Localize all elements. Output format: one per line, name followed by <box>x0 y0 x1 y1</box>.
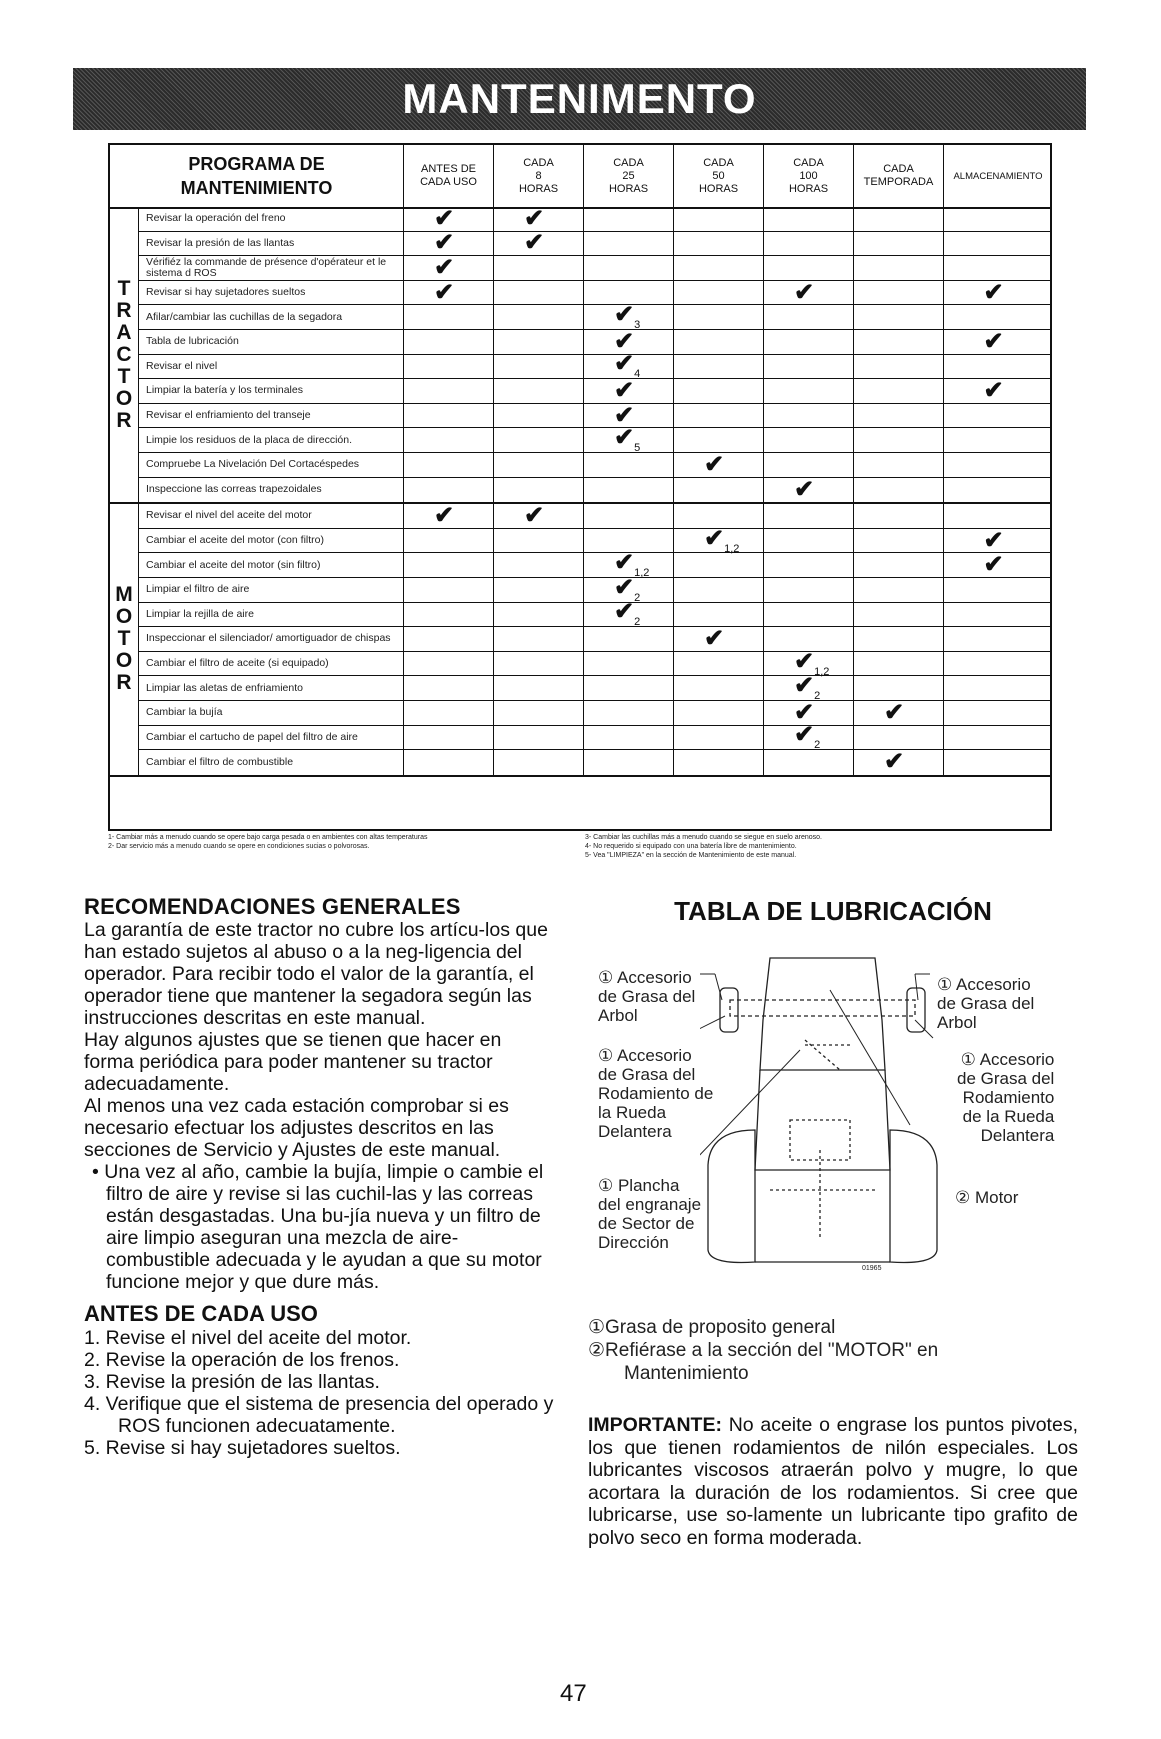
check-mark-icon: ✔ <box>434 229 455 257</box>
task-label: Revisar el nivel <box>146 359 218 372</box>
schedule-row <box>138 376 1050 404</box>
schedule-row <box>138 549 1050 580</box>
column-header: CADA 50 HORAS <box>673 145 763 207</box>
column-header: CADA TEMPORADA <box>853 145 943 207</box>
general-paragraph-1: La garantía de este tractor no cubre los artícu-los que han estado sujetos al abuso o a la neg-ligencia del operador. Para recibir todo el valor de la garantía, el operador tiene que mantener la segadora según las instrucciones descritas en este manual. <box>84 919 548 1029</box>
check-mark-icon: ✔ <box>884 748 905 776</box>
label-motor: ② Motor <box>955 1188 1019 1207</box>
tractor-letter: O <box>115 386 133 410</box>
task-label: Limpie los residuos de la placa de dirección. <box>146 433 353 446</box>
motor-letter: O <box>115 605 133 629</box>
important-text: No aceite o engrase los puntos pivotes, los que tienen rodamientos de nilón especiales. Los lubricantes viscosos atraerán polvo y mugre, lo que acortara la duración de los rodamientos. Si cree que lubricarse, use so-lamente un lubricante tipo grafito de polvo seco en forma moderada. <box>588 1414 1078 1549</box>
label-plancha-engranaje: ① Plancha del engranaje de Sector de Dirección <box>598 1176 702 1252</box>
footnotes-right <box>585 833 822 860</box>
schedule-row <box>138 278 1050 306</box>
motor-letter: O <box>115 649 133 673</box>
check-mark-icon: ✔ <box>794 475 815 503</box>
check-mark-icon: ✔ <box>434 501 455 529</box>
motor-label <box>110 504 138 775</box>
schedule-row <box>138 229 1050 257</box>
schedule-title-line2: MANTENIMIENTO <box>180 178 333 198</box>
task-label: Revisar si hay sujetadores sueltos <box>146 286 306 299</box>
task-label: Revisar el nivel del aceite del motor <box>146 509 312 522</box>
front-axle <box>730 1000 915 1016</box>
right-front-wheel <box>907 988 925 1032</box>
antes-item: 4. Verifique que el sistema de presencia del operado y ROS funcionen adecuatamente. <box>84 1393 554 1437</box>
check-mark-icon: $✔_{1,2}$ <box>704 524 740 555</box>
label-accesorio-arbol-left: ① Accesorio de Grasa del Arbol <box>598 968 696 1025</box>
general-paragraph-2: Hay algunos ajustes que se tienen que hacer en forma periódica para poder mantener su tractor adecuadamente. <box>84 1029 502 1095</box>
schedule-row <box>138 750 1050 775</box>
task-label: Limpiar la rejilla de aire <box>146 607 254 620</box>
footnote-1: 1- Cambiar más a menudo cuando se opere bajo carga pesada o en ambientes con altas temperaturas <box>108 834 428 841</box>
left-rear-wheel <box>708 1130 755 1263</box>
task-label: Cambiar el filtro de combustible <box>146 755 294 768</box>
footnote-3: 3- Cambiar las cuchillas más a menudo cuando se siegue en suelo arenoso. <box>585 834 822 841</box>
motor-letter: R <box>116 671 132 695</box>
check-mark-icon: ✔ <box>434 253 455 281</box>
schedule-row <box>138 721 1050 752</box>
general-heading: RECOMENDACIONES GENERALES <box>84 894 461 919</box>
important-label: IMPORTANTE: <box>588 1414 722 1436</box>
check-mark-icon: $✔_2$ <box>614 573 641 604</box>
lubrication-heading: TABLA DE LUBRICACIÓN <box>674 896 992 926</box>
task-label: Revisar el enfriamiento del transeje <box>146 409 311 422</box>
left-front-wheel <box>720 988 738 1032</box>
antes-list <box>84 1327 554 1459</box>
tractor-letter: R <box>116 408 132 432</box>
schedule-row <box>138 647 1050 678</box>
tractor-letter: A <box>116 320 132 344</box>
footnote-5: 5- Vea "LIMPIEZA" en la sección de Mantenimiento de este manual. <box>585 852 797 859</box>
check-mark-icon: ✔ <box>524 501 545 529</box>
column-header: ALMACENAMIENTO <box>943 145 1052 207</box>
schedule-row <box>138 401 1050 429</box>
schedule-row <box>138 598 1050 629</box>
check-mark-icon: ✔ <box>983 376 1004 404</box>
check-mark-icon: $✔_2$ <box>794 672 821 703</box>
check-mark-icon: ✔ <box>614 401 635 429</box>
check-mark-icon: ✔ <box>983 327 1004 355</box>
check-mark-icon: ✔ <box>983 278 1004 306</box>
task-label: Cambiar el cartucho de papel del filtro de aire <box>146 730 358 743</box>
check-mark-icon: $✔_3$ <box>614 301 641 332</box>
check-mark-icon: ✔ <box>614 327 635 355</box>
task-label: Tabla de lubricación <box>146 335 239 348</box>
schedule-row <box>138 624 1050 652</box>
check-mark-icon: ✔ <box>434 278 455 306</box>
check-mark-icon: ✔ <box>704 450 725 478</box>
note-motor-ref-cont: Mantenimiento <box>624 1363 749 1384</box>
task-label: Cambiar el filtro de aceite (si equipado) <box>146 657 329 670</box>
task-label: Cambiar el aceite del motor (con filtro) <box>146 534 324 547</box>
schedule-row <box>138 424 1050 455</box>
task-label: Revisar la presión de las llantas <box>146 236 295 249</box>
check-mark-icon: ✔ <box>884 698 905 726</box>
label-accesorio-rueda-left: ① Accesorio de Grasa del Rodamiento de la Rueda Delantera <box>598 1046 714 1141</box>
banner-title: MANTENIMENTO <box>402 75 757 122</box>
column-header: CADA 25 HORAS <box>583 145 673 207</box>
schedule-row <box>138 573 1050 604</box>
check-mark-icon: ✔ <box>434 204 455 232</box>
task-label: Inspeccione las correas trapezoidales <box>146 483 322 496</box>
engine-box <box>790 1120 850 1160</box>
antes-item: 2. Revise la operación de los frenos. <box>84 1349 400 1371</box>
schedule-row <box>138 698 1050 726</box>
task-label: Cambiar la bujía <box>146 706 223 719</box>
check-mark-icon: ✔ <box>704 624 725 652</box>
antes-item: 3. Revise la presión de las llantas. <box>84 1371 380 1393</box>
tractor-group <box>110 204 1050 504</box>
task-label: Cambiar el aceite del motor (sin filtro) <box>146 558 321 571</box>
check-mark-icon: ✔ <box>524 204 545 232</box>
schedule-row <box>138 475 1050 503</box>
note-general-grease: ①Grasa de proposito general <box>588 1317 836 1338</box>
check-mark-icon: ✔ <box>524 229 545 257</box>
footnote-2: 2- Dar servicio más a menudo cuando se opere en condiciones sucias o polvorosas. <box>108 843 370 850</box>
right-rear-wheel <box>890 1130 937 1263</box>
schedule-title-line1: PROGRAMA DE <box>188 154 325 174</box>
label-accesorio-rueda-right: ① Accesorio de Grasa del Rodamiento de la Rueda Delantera <box>957 1050 1055 1145</box>
column-header: ANTES DE CADA USO <box>403 145 493 207</box>
check-mark-icon: ✔ <box>983 551 1004 579</box>
schedule-header <box>110 145 1050 209</box>
task-label: Limpiar el filtro de aire <box>146 583 250 596</box>
schedule-row <box>138 253 1050 281</box>
label-accesorio-arbol-right: ① Accesorio de Grasa del Arbol <box>937 975 1035 1032</box>
task-label: Limpiar la batería y los terminales <box>146 384 303 397</box>
schedule-title <box>110 145 403 207</box>
antes-item: 1. Revise el nivel del aceite del motor. <box>84 1327 412 1349</box>
lubrication-section <box>588 896 1078 927</box>
motor-letter: T <box>117 627 131 651</box>
motor-group <box>110 501 1050 777</box>
schedule-row <box>138 301 1050 332</box>
check-mark-icon: $✔_{1,2}$ <box>794 647 830 678</box>
check-mark-icon: ✔ <box>794 698 815 726</box>
tractor-letter: R <box>116 298 132 322</box>
check-mark-icon: ✔ <box>614 376 635 404</box>
schedule-row <box>138 450 1050 478</box>
page-number: 47 <box>560 1680 587 1707</box>
antes-heading: ANTES DE CADA USO <box>84 1301 318 1326</box>
schedule-row <box>138 327 1050 355</box>
task-label: Revisar la operación del freno <box>146 212 286 225</box>
tractor-letter: T <box>117 364 131 388</box>
task-label: Vérifiéz la commande de présence d'opérateur et le sistema d ROS <box>146 255 387 279</box>
check-mark-icon: $✔_4$ <box>614 350 641 381</box>
footnote-4: 4- No requerido si equipado con una batería libre de mantenimiento. <box>585 843 797 850</box>
schedule-row <box>138 524 1050 555</box>
motor-letter: M <box>115 583 133 607</box>
schedule-row <box>138 672 1050 703</box>
page-banner <box>73 68 1086 130</box>
general-bullet: • Una vez al año, cambie la bujía, limpie o cambie el filtro de aire y revise si las cuchil-las y las correas están desgastadas. Una bu-jía nueva y un filtro de aire limpio aseguran una mezcla de aire-combustible adecuada y le ayudan a que su motor funcione mejor y que dure más. <box>92 1161 544 1293</box>
tractor-letter: C <box>116 342 132 366</box>
schedule-row <box>138 204 1050 232</box>
lubrication-notes <box>588 1316 1078 1385</box>
check-mark-icon: ✔ <box>794 278 815 306</box>
footnotes-left <box>108 833 427 851</box>
task-label: Inspeccionar el silenciador/ amortiguador de chispas <box>146 632 391 645</box>
important-note <box>588 1414 1078 1549</box>
tractor-letter: T <box>117 276 131 300</box>
check-mark-icon: $✔_2$ <box>794 721 821 752</box>
task-label: Compruebe La Nivelación Del Cortacéspedes <box>146 458 360 471</box>
check-mark-icon: $✔_{1,2}$ <box>614 549 650 580</box>
diagram-code: 01965 <box>862 1265 882 1272</box>
check-mark-icon: $✔_5$ <box>614 424 641 455</box>
tractor-label <box>110 207 138 502</box>
check-mark-icon: $✔_2$ <box>614 598 641 629</box>
schedule-row <box>138 350 1050 381</box>
maintenance-schedule-table <box>108 143 1052 831</box>
antes-item: 5. Revise si hay sujetadores sueltos. <box>84 1437 401 1459</box>
task-label: Afilar/cambiar las cuchillas de la segadora <box>146 310 343 323</box>
check-mark-icon: ✔ <box>983 526 1004 554</box>
lubrication-diagram <box>700 950 940 1280</box>
schedule-row <box>138 501 1050 529</box>
task-label: Limpiar las aletas de enfriamiento <box>146 681 303 694</box>
note-motor-ref: ②Refiérase a la sección del "MOTOR" en <box>588 1340 939 1361</box>
column-header: CADA 100 HORAS <box>763 145 853 207</box>
general-paragraph-3: Al menos una vez cada estación comprobar si es necesario efectuar los adjustes descritos en las secciones de Servicio y Ajustes de este manual. <box>84 1095 509 1161</box>
general-recommendations <box>84 896 554 1459</box>
column-header: CADA 8 HORAS <box>493 145 583 207</box>
hood-outline <box>760 958 885 1070</box>
